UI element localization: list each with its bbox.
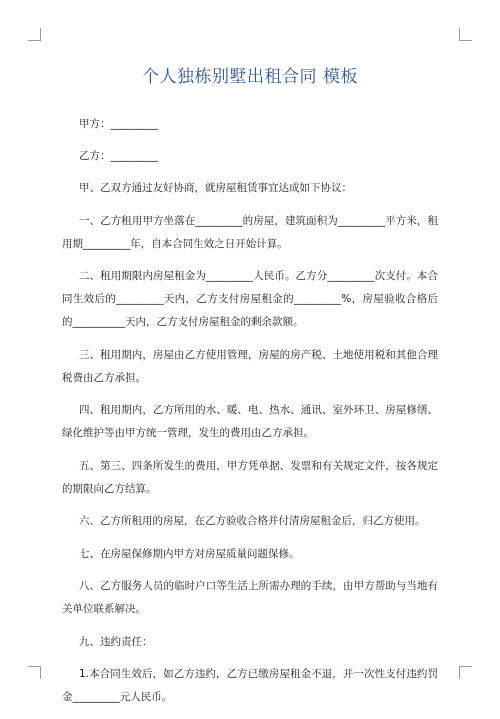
party-a-line: 甲方：_________: [79, 118, 158, 130]
clause-5: 五、第三、四条所发生的费用，甲方凭单据、发票和有关规定文件，按各规定的期限向乙方结算。: [62, 459, 438, 495]
clause-3: 三、租用期内，房屋由乙方使用管理，房屋的房产税、土地使用税和其他合理税费由乙方承担。: [62, 348, 438, 384]
clause-7: 七、在房屋保修期内甲方对房屋质量问题保修。: [79, 547, 300, 560]
crop-mark-top-left: [28, 28, 41, 41]
contract-body: [62, 113, 438, 719]
crop-mark-top-right: [459, 28, 472, 41]
document-title: 个人独栋别墅出租合同 模板: [142, 67, 358, 87]
clause-4: 四、租用期内，乙方所用的水、暖、电、热水、通讯、室外环卫、房屋修缮、绿化维护等由甲方统一管理，发生的费用由乙方承担。: [62, 404, 438, 439]
clause-9-heading: 九、违约责任：: [79, 635, 153, 648]
clause-2: 二、租用期限内房屋租金为_________人民币。乙方分_________次支付。本合同生效后的_________天内，乙方支付房屋租金的_________%，房屋验收合格后的__________天内，乙方支付房屋租金的剩余款额。: [62, 270, 438, 328]
crop-mark-bottom-right: [459, 666, 472, 679]
clause-8: 八、乙方服务人员的临时户口等生活上所需办理的手续，由甲方帮助与当地有关单位联系解决。: [62, 580, 438, 615]
party-b-line: 乙方：_________: [79, 150, 158, 162]
clause-6: 六、乙方所租用的房屋，在乙方验收合格并付清房屋租金后，归乙方使用。: [79, 515, 426, 527]
clause-9-item-1: 1.本合同生效后，如乙方违约，乙方已缴房屋租金不退，并一次性支付违约罚金_________元人民币。: [62, 668, 438, 703]
clause-1: 一、乙方租用甲方坐落在_________的房屋，建筑面积为_________平方米，租用期_________年，自本合同生效之日开始计算。: [62, 214, 438, 250]
intro-paragraph: 甲、乙双方通过友好协商，就房屋租赁事宜达成如下协议：: [79, 182, 352, 194]
crop-mark-bottom-left: [28, 666, 41, 679]
